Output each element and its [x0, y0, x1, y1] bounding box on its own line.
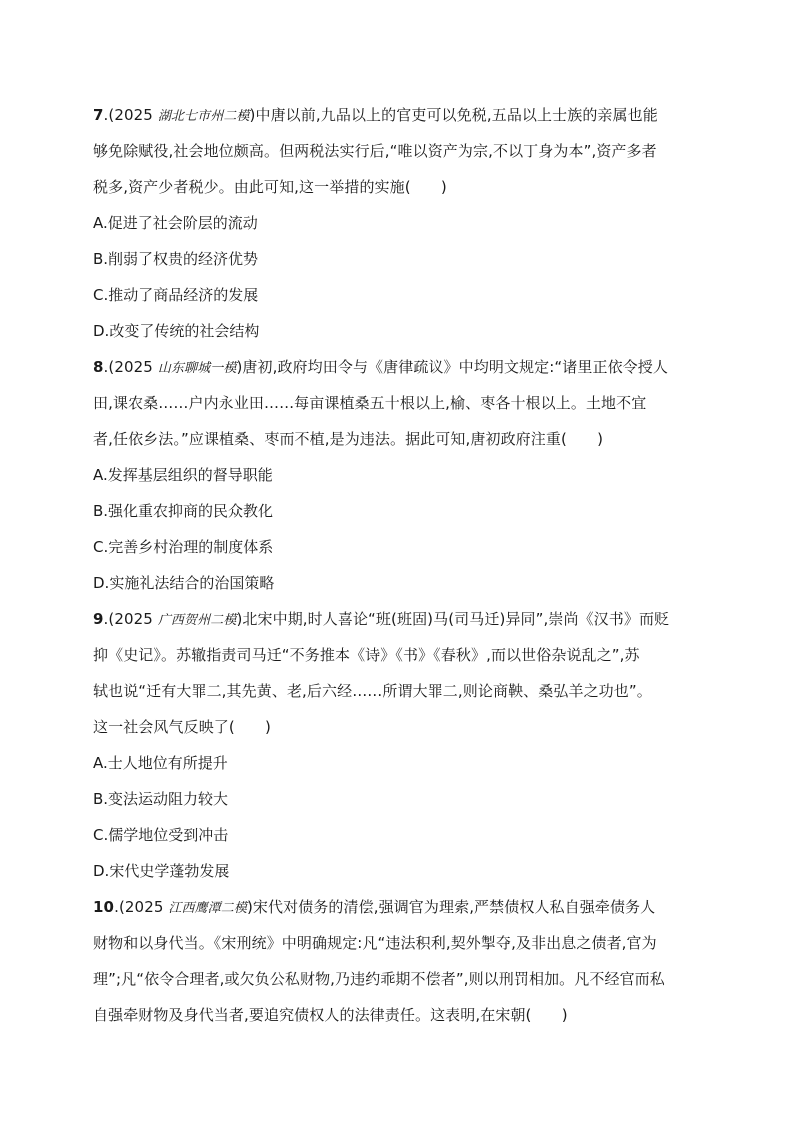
question-number: 9: [93, 610, 104, 628]
question-number: 10: [93, 898, 115, 916]
answer-option-c[interactable]: C.推动了商品经济的发展: [93, 286, 259, 304]
question-source: 江西鹰潭二模: [168, 901, 247, 916]
question-stem-line: 自强牵财物及身代当者,要追究债权人的法律责任。这表明,在宋朝( ): [93, 1006, 568, 1024]
question-stem-line: 税多,资产少者税少。由此可知,这一举措的实施( ): [93, 178, 447, 196]
question-stem-line: 9.(2025 广西贺州二模)北宋中期,时人喜论“班(班固)马(司马迁)异同”,崇尚《汉书》而贬: [93, 610, 670, 628]
question-stem-line: 7.(2025 湖北七市州二模)中唐以前,九品以上的官吏可以免税,五品以上士族的亲属也能: [93, 106, 658, 124]
question-stem-line: 这一社会风气反映了( ): [93, 718, 272, 736]
question-8: [93, 349, 708, 601]
question-page: [93, 97, 708, 1033]
question-stem-line: 财物和以身代当。《宋刑统》中明确规定:凡“违法积利,契外掣夺,及非出息之债者,官为: [93, 934, 657, 952]
answer-option-a[interactable]: A.士人地位有所提升: [93, 754, 228, 772]
answer-option-c[interactable]: C.完善乡村治理的制度体系: [93, 538, 274, 556]
question-10: [93, 889, 708, 1033]
question-stem-line: 理”;凡“依令合理者,或欠负公私财物,乃违约乖期不偿者”,则以刑罚相加。凡不经官而私: [93, 970, 665, 988]
question-stem-line: 轼也说“迁有大罪二,其先黄、老,后六经……所谓大罪二,则论商鞅、桑弘羊之功也”。: [93, 682, 652, 700]
question-stem-line: 抑《史记》。苏辙指责司马迁“不务推本《诗》《书》《春秋》,而以世俗杂说乱之”,苏: [93, 646, 640, 664]
question-7: [93, 97, 708, 349]
question-stem-line: 够免除赋役,社会地位颇高。但两税法实行后,“唯以资产为宗,不以丁身为本”,资产多者: [93, 142, 657, 160]
answer-option-a[interactable]: A.促进了社会阶层的流动: [93, 214, 258, 232]
question-stem-line: 10.(2025 江西鹰潭二模)宋代对债务的清偿,强调官为理索,严禁债权人私自强牵债务人: [93, 898, 656, 916]
question-9: [93, 601, 708, 889]
question-stem-line: 田,课农桑……户内永业田……每亩课植桑五十根以上,榆、枣各十根以上。土地不宜: [93, 394, 647, 412]
answer-option-d[interactable]: D.实施礼法结合的治国策略: [93, 574, 275, 592]
question-stem-line: 者,任依乡法。”应课植桑、枣而不植,是为违法。据此可知,唐初政府注重( ): [93, 430, 604, 448]
question-stem-line: 8.(2025 山东聊城一模)唐初,政府均田令与《唐律疏议》中均明文规定:“诸里正依令授人: [93, 358, 668, 376]
answer-option-b[interactable]: B.强化重农抑商的民众教化: [93, 502, 274, 520]
answer-option-b[interactable]: B.变法运动阻力较大: [93, 790, 229, 808]
answer-option-d[interactable]: D.改变了传统的社会结构: [93, 322, 260, 340]
answer-option-c[interactable]: C.儒学地位受到冲击: [93, 826, 229, 844]
answer-option-b[interactable]: B.削弱了权贵的经济优势: [93, 250, 259, 268]
question-number: 8: [93, 358, 104, 376]
question-source: 湖北七市州二模: [157, 109, 250, 124]
question-source: 山东聊城一模: [157, 361, 237, 376]
question-source: 广西贺州二模: [157, 613, 237, 628]
answer-option-d[interactable]: D.宋代史学蓬勃发展: [93, 862, 230, 880]
question-number: 7: [93, 106, 104, 124]
answer-option-a[interactable]: A.发挥基层组织的督导职能: [93, 466, 273, 484]
